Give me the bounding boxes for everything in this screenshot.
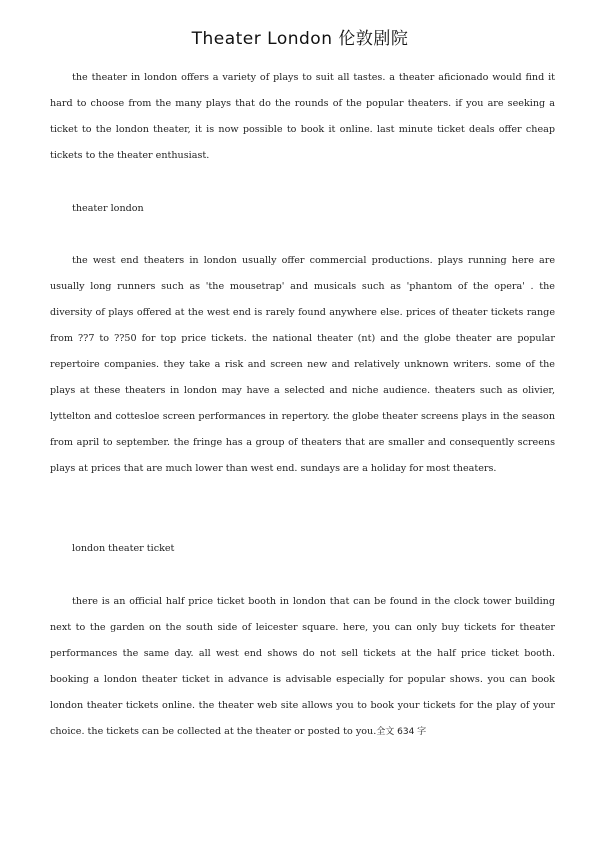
intro-paragraph-text: the theater in london offers a variety of plays to suit all tastes. a theater aficionado would find it hard to choose from the many plays that do the rounds of the popular theaters. if you are seeking a ticket to the london theater, it is now possible to book it online. last minute ticket deals offer cheap tickets to the theater enthusiast.	[50, 72, 555, 161]
page-title: Theater London 伦敦剧院	[191, 29, 409, 49]
section-heading-london-theater-ticket	[50, 536, 555, 562]
word-count: 全文 634 字	[376, 727, 427, 737]
west-end-paragraph	[50, 248, 555, 482]
ticket-booth-paragraph-text: there is an official half price ticket booth in london that can be found in the clock tower building next to the garden on the south side of leicester square. here, you can only buy tickets for theater performances the same day. all west end shows do not sell tickets at the half price ticket booth. booking a london theater ticket in advance is advisable especially for popular shows. you can book london theater tickets online. the theater web site allows you to book your tickets for the play of your choice. the tickets can be collected at the theater or posted to you.	[50, 596, 555, 737]
section-heading-text: theater london	[72, 203, 144, 214]
section-heading-theater-london	[50, 196, 555, 222]
section-heading-text: london theater ticket	[72, 543, 175, 554]
intro-paragraph	[50, 65, 555, 169]
ticket-booth-paragraph	[50, 589, 555, 745]
ticket-booth-paragraph-wrapper	[50, 589, 555, 745]
west-end-paragraph-text: the west end theaters in london usually offer commercial productions. plays running here are usually long runners such as 'the mousetrap' and musicals such as 'phantom of the opera' . the diversity of plays offered at the west end is rarely found anywhere else. prices of theater tickets range from ??7 to ??50 for top price tickets. the national theater (nt) and the globe theater are popular repertoire companies. they take a risk and screen new and relatively unknown writers. some of the plays at these theaters in london may have a selected and niche audience. theaters such as olivier, lyttelton and cottesloe screen performances in repertory. the globe theater screens plays in the season from april to september. the fringe has a group of theaters that are smaller and consequently screens plays at prices that are much lower than west end. sundays are a holiday for most theaters.	[50, 255, 555, 474]
